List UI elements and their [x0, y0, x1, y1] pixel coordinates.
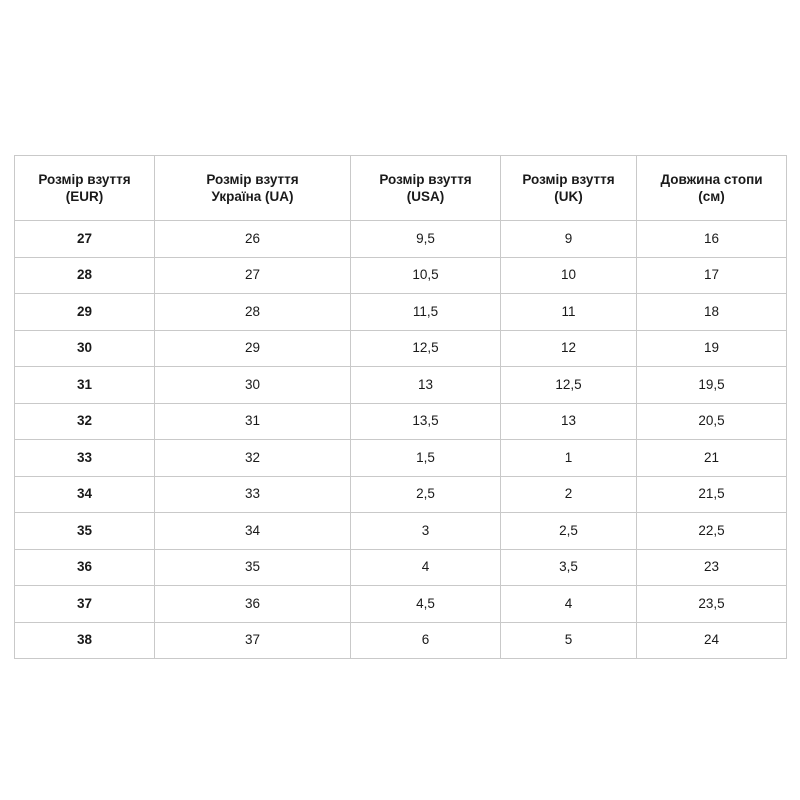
cell-usa: 9,5 — [351, 221, 501, 258]
cell-foot-length: 22,5 — [637, 513, 787, 550]
cell-ua: 30 — [155, 367, 351, 404]
cell-ua: 28 — [155, 294, 351, 331]
cell-ua: 35 — [155, 549, 351, 586]
cell-usa: 1,5 — [351, 440, 501, 477]
cell-ua: 33 — [155, 476, 351, 513]
cell-eur: 27 — [15, 221, 155, 258]
cell-eur: 35 — [15, 513, 155, 550]
cell-uk: 10 — [501, 257, 637, 294]
cell-usa: 13 — [351, 367, 501, 404]
cell-eur: 34 — [15, 476, 155, 513]
cell-usa: 13,5 — [351, 403, 501, 440]
table-row — [15, 549, 787, 586]
cell-ua: 36 — [155, 586, 351, 623]
table-row — [15, 257, 787, 294]
cell-ua: 31 — [155, 403, 351, 440]
table-row — [15, 586, 787, 623]
size-chart-container — [14, 155, 786, 659]
cell-foot-length: 23 — [637, 549, 787, 586]
cell-ua: 32 — [155, 440, 351, 477]
cell-usa: 6 — [351, 622, 501, 659]
cell-uk: 4 — [501, 586, 637, 623]
cell-foot-length: 21,5 — [637, 476, 787, 513]
cell-ua: 26 — [155, 221, 351, 258]
table-row — [15, 440, 787, 477]
cell-uk: 2 — [501, 476, 637, 513]
cell-uk: 12 — [501, 330, 637, 367]
cell-foot-length: 19,5 — [637, 367, 787, 404]
cell-eur: 37 — [15, 586, 155, 623]
cell-uk: 1 — [501, 440, 637, 477]
cell-foot-length: 21 — [637, 440, 787, 477]
cell-eur: 28 — [15, 257, 155, 294]
table-row — [15, 294, 787, 331]
cell-eur: 38 — [15, 622, 155, 659]
cell-usa: 4 — [351, 549, 501, 586]
cell-ua: 34 — [155, 513, 351, 550]
cell-eur: 31 — [15, 367, 155, 404]
cell-uk: 13 — [501, 403, 637, 440]
cell-foot-length: 24 — [637, 622, 787, 659]
cell-usa: 2,5 — [351, 476, 501, 513]
cell-usa: 3 — [351, 513, 501, 550]
column-header-eur-line1: Розмір взуття — [38, 172, 131, 187]
cell-uk: 5 — [501, 622, 637, 659]
table-row — [15, 221, 787, 258]
column-header-usa-line2: (USA) — [406, 189, 445, 204]
column-header-eur-line2: (EUR) — [65, 189, 104, 204]
cell-uk: 12,5 — [501, 367, 637, 404]
cell-usa: 12,5 — [351, 330, 501, 367]
cell-usa: 4,5 — [351, 586, 501, 623]
column-header-ua-line1: Розмір взуття — [206, 172, 299, 187]
cell-foot-length: 23,5 — [637, 586, 787, 623]
table-row — [15, 367, 787, 404]
table-row — [15, 403, 787, 440]
cell-ua: 37 — [155, 622, 351, 659]
column-header-usa-line1: Розмір взуття — [379, 172, 472, 187]
cell-foot-length: 17 — [637, 257, 787, 294]
column-header-ua-line2: Україна (UA) — [211, 189, 294, 204]
table-row — [15, 513, 787, 550]
cell-uk: 11 — [501, 294, 637, 331]
column-header-uk-line2: (UK) — [554, 189, 583, 204]
table-header-row — [15, 156, 787, 221]
cell-eur: 33 — [15, 440, 155, 477]
cell-ua: 29 — [155, 330, 351, 367]
column-header-foot-length-line1: Довжина стопи — [660, 172, 763, 187]
cell-foot-length: 18 — [637, 294, 787, 331]
table-header — [15, 156, 787, 221]
column-header-ua — [155, 156, 351, 221]
cell-foot-length: 16 — [637, 221, 787, 258]
column-header-foot-length — [637, 156, 787, 221]
column-header-uk-line1: Розмір взуття — [522, 172, 615, 187]
cell-foot-length: 19 — [637, 330, 787, 367]
table-body — [15, 221, 787, 659]
shoe-size-table — [14, 155, 787, 659]
cell-foot-length: 20,5 — [637, 403, 787, 440]
table-row — [15, 330, 787, 367]
cell-eur: 36 — [15, 549, 155, 586]
column-header-eur — [15, 156, 155, 221]
cell-eur: 30 — [15, 330, 155, 367]
column-header-uk — [501, 156, 637, 221]
cell-uk: 9 — [501, 221, 637, 258]
table-row — [15, 476, 787, 513]
column-header-foot-length-line2: (см) — [698, 189, 725, 204]
cell-eur: 29 — [15, 294, 155, 331]
cell-eur: 32 — [15, 403, 155, 440]
cell-usa: 10,5 — [351, 257, 501, 294]
cell-uk: 3,5 — [501, 549, 637, 586]
cell-usa: 11,5 — [351, 294, 501, 331]
cell-ua: 27 — [155, 257, 351, 294]
column-header-usa — [351, 156, 501, 221]
cell-uk: 2,5 — [501, 513, 637, 550]
table-row — [15, 622, 787, 659]
